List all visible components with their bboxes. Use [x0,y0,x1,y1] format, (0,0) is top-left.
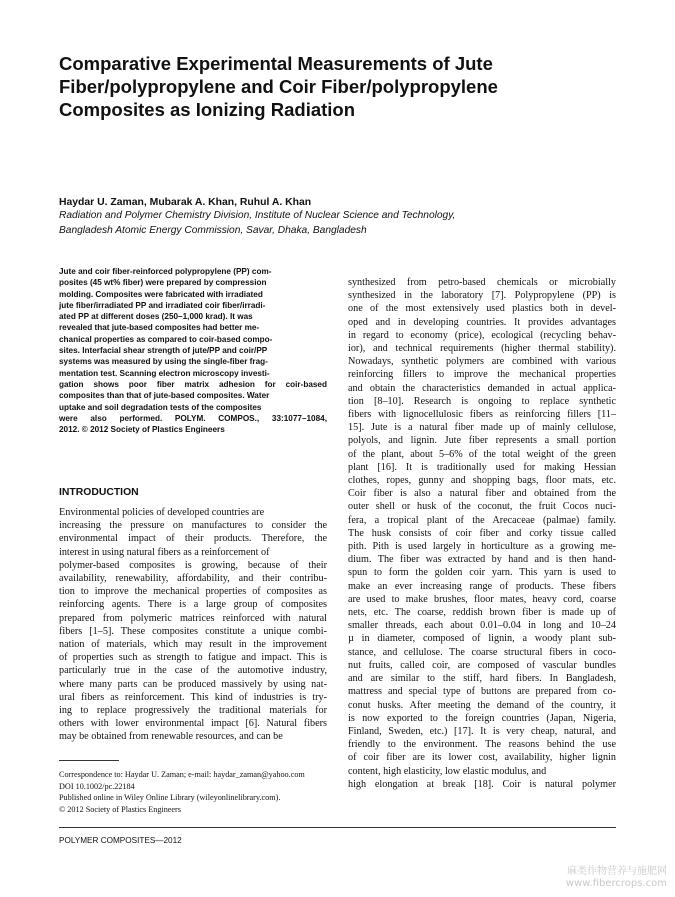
title-line: Comparative Experimental Measurements of Jute [59,53,493,74]
text-line: mattress and special type of buttons are prepared from co- [348,686,616,698]
text-line: Environmental policies of developed countries are [59,507,265,518]
text-line: ior), and technical requirements (higher thermal stability). [348,343,616,355]
text-line: environmental impact of their products. Therefore, the [59,533,327,545]
section-heading-introduction: INTRODUCTION [59,487,139,498]
text-line: clothes, ropes, gunny and shopping bags, floor mats, etc. [348,475,616,487]
text-line: interest in using natural fibers as a reinforcement of [59,546,270,558]
text-line: make an ever increasing range of products. These fibers [348,580,616,592]
abstract-line: Jute and coir fiber-reinforced polypropylene (PP) com- [59,267,272,276]
abstract-line: mentation test. Scanning electron microscopy investi- [59,368,270,378]
page-footer-rule [59,827,616,828]
text-line: plant [16]. It is traditionally used for making Hessian [348,461,616,473]
text-line: Nowadays, synthetic polymers are combined with various [348,356,616,368]
footnote-divider [59,760,119,761]
text-line: may be obtained from renewable resources, and can be [59,731,283,743]
text-line: dium. The fiber was extracted by hand and is then hand- [348,554,616,566]
footnote-line: DOI 10.1002/pc.22184 [59,781,135,791]
text-line: high elongation at break [18]. Coir is natural polymer [348,778,616,790]
text-line: fibers with lignocellulosic fibers as reinforcing fillers [11– [348,409,616,421]
text-line: spun to form the golden coir yarn. This yarn is used to [348,567,616,579]
text-line: of properties such as strength to fatigue and impact. This is [59,652,327,664]
abstract-line: revealed that jute-based composites had better me- [59,323,260,333]
text-line: of the plant, about 5–6% of the total weight of the green [348,448,616,460]
text-line: where many parts can be produced massively by using nat- [59,678,327,690]
abstract-line: composites than that of jute-based composites. Water [59,391,270,401]
abstract-line: 2012. © 2012 Society of Plastics Engineers [59,425,225,435]
text-line: stance, and cellulose. The coarse structural fibers in coco- [348,646,616,658]
text-line: smaller threads, each about 0.01–0.04 in long and 10–24 [348,620,616,632]
text-line: tion [8–10]. Research is ongoing to replace synthetic [348,395,616,407]
text-line: ural fibers as reinforcement. This kind of industries is try- [59,691,327,703]
watermark-line: 麻类作物营养与施肥网 [567,866,667,877]
text-line: friendly to the environment. The reasons behind the use [348,739,616,751]
abstract-line: ated PP at different doses (250–1,000 krad). It was [59,312,253,322]
text-line: synthesized in the laboratory [7]. Polypropylene (PP) is [348,290,616,302]
journal-footer: POLYMER COMPOSITES—2012 [59,836,182,845]
abstract-line: sites. Interfacial shear strength of jute/PP and coir/PP [59,346,268,356]
affiliation-line: Bangladesh Atomic Energy Commission, Savar, Dhaka, Bangladesh [59,224,367,236]
text-line: particularly true in the case of the automotive industry, [59,665,327,677]
text-line: and obtain the characteristics demanded in actual applica- [348,382,616,394]
footnote-line: Correspondence to: Haydar U. Zaman; e-mail: haydar_zaman@yahoo.com [59,770,305,779]
text-line: The husk consists of coir fiber and corky tissue called [348,527,616,539]
text-line: one of the most extensively used plastics both in devel- [348,303,616,315]
text-line: in regard to economy (price), ecological (recycling behav- [348,329,616,341]
text-line: nut fruits, called coir, are composed of vascular bundles [348,659,616,671]
text-line: polyols, and lignin. Jute fiber represents a small portion [348,435,616,447]
footnotes [59,769,305,815]
abstract-line: uptake and soil degradation tests of the composites [59,402,262,412]
site-watermark [566,866,667,890]
footnote-line: Published online in Wiley Online Library (wileyonlinelibrary.com). [59,793,281,802]
text-line: ing to replace progressively the traditional materials for [59,705,327,717]
text-line: polymer-based composites is growing, because of their [59,559,327,571]
affiliation-line: Radiation and Polymer Chemistry Division, Institute of Nuclear Science and Technology, [59,210,456,221]
abstract-line: chanical properties as compared to coir-based compo- [59,334,273,344]
title-line: Fiber/polypropylene and Coir Fiber/polypropylene [59,76,498,97]
text-line: availability, renewability, affordability, and their contribu- [59,573,327,585]
text-line: and are similar to the stiff, hard fibers. In Bangladesh, [348,673,616,685]
body-text-right-column [348,276,616,791]
text-line: is now exported to the foreign countries (Japan, Nigeria, [348,712,616,724]
text-line: µ in diameter, composed of lignin, a woody plant sub- [348,633,616,645]
abstract-line: were also performed. POLYM. COMPOS., 33:1077–1084, [59,413,327,423]
text-line: oped and in developing countries. It provides advantages [348,316,616,328]
affiliation [59,209,455,238]
body-text-left-column [59,506,327,744]
text-line: Finland, Sweden, etc.) [17]. It is very cheap, natural, and [348,725,616,737]
text-line: outer shell or husk of the coconut, the fruit Cocos nuci- [348,501,616,513]
text-line: increasing the pressure on manufactures to consider the [59,520,327,532]
abstract-line: systems was measured by using the single-fiber frag- [59,357,268,367]
text-line: tion to improve the mechanical properties of composites as [59,586,327,598]
text-line: reinforcing fillers to improve the mechanical properties [348,369,616,381]
text-line: fera, a tropical plant of the Arecaceae (palmae) family. [348,514,616,526]
text-line: nation of materials, which may result in the improvement [59,639,327,651]
abstract-line: molding. Composites were fabricated with irradiated [59,289,263,299]
text-line: Coir fiber is also a natural fiber and obtained from the [348,488,616,500]
text-line: nets, etc. The coarse, reddish brown fiber is made up of [348,607,616,619]
footnote-line: © 2012 Society of Plastics Engineers [59,804,181,814]
text-line: are used to make brushes, floor mates, heavy cord, coarse [348,593,616,605]
text-line: synthesized from petro-based chemicals or microbially [348,277,616,288]
abstract [59,266,327,435]
watermark-line: www.fibercrops.com [565,878,667,889]
text-line: fibers [1–5]. These composites constitute a unique combi- [59,625,327,637]
author-list: Haydar U. Zaman, Mubarak A. Khan, Ruhul A. Khan [59,197,312,208]
abstract-line: posites (45 wt% fiber) were prepared by compression [59,278,267,288]
text-line: 15]. Jute is a natural fiber made up of mainly cellulose, [348,422,616,434]
text-line: prepared from polymeric matrices reinforced with natural [59,612,327,624]
abstract-line: gation shows poor fiber matrix adhesion for coir-based [59,379,327,389]
text-line: pith. Pith is used largely in horticulture as a growing me- [348,541,616,553]
abstract-line: jute fiber/irradiated PP and irradiated coir fiber/irradi- [59,300,266,310]
text-line: conut husks. After meeting the demand of the country, it [348,699,616,711]
text-line: of coir fiber are its lower cost, availability, higher lignin [348,752,616,764]
paper-title [59,52,619,121]
text-line: reinforcing agents. There is a large group of composites [59,599,327,611]
text-line: content, high elasticity, low elastic modulus, and [348,765,547,777]
title-line: Composites as Ionizing Radiation [59,99,356,120]
text-line: others with lower environmental impact [6]. Natural fibers [59,718,327,730]
